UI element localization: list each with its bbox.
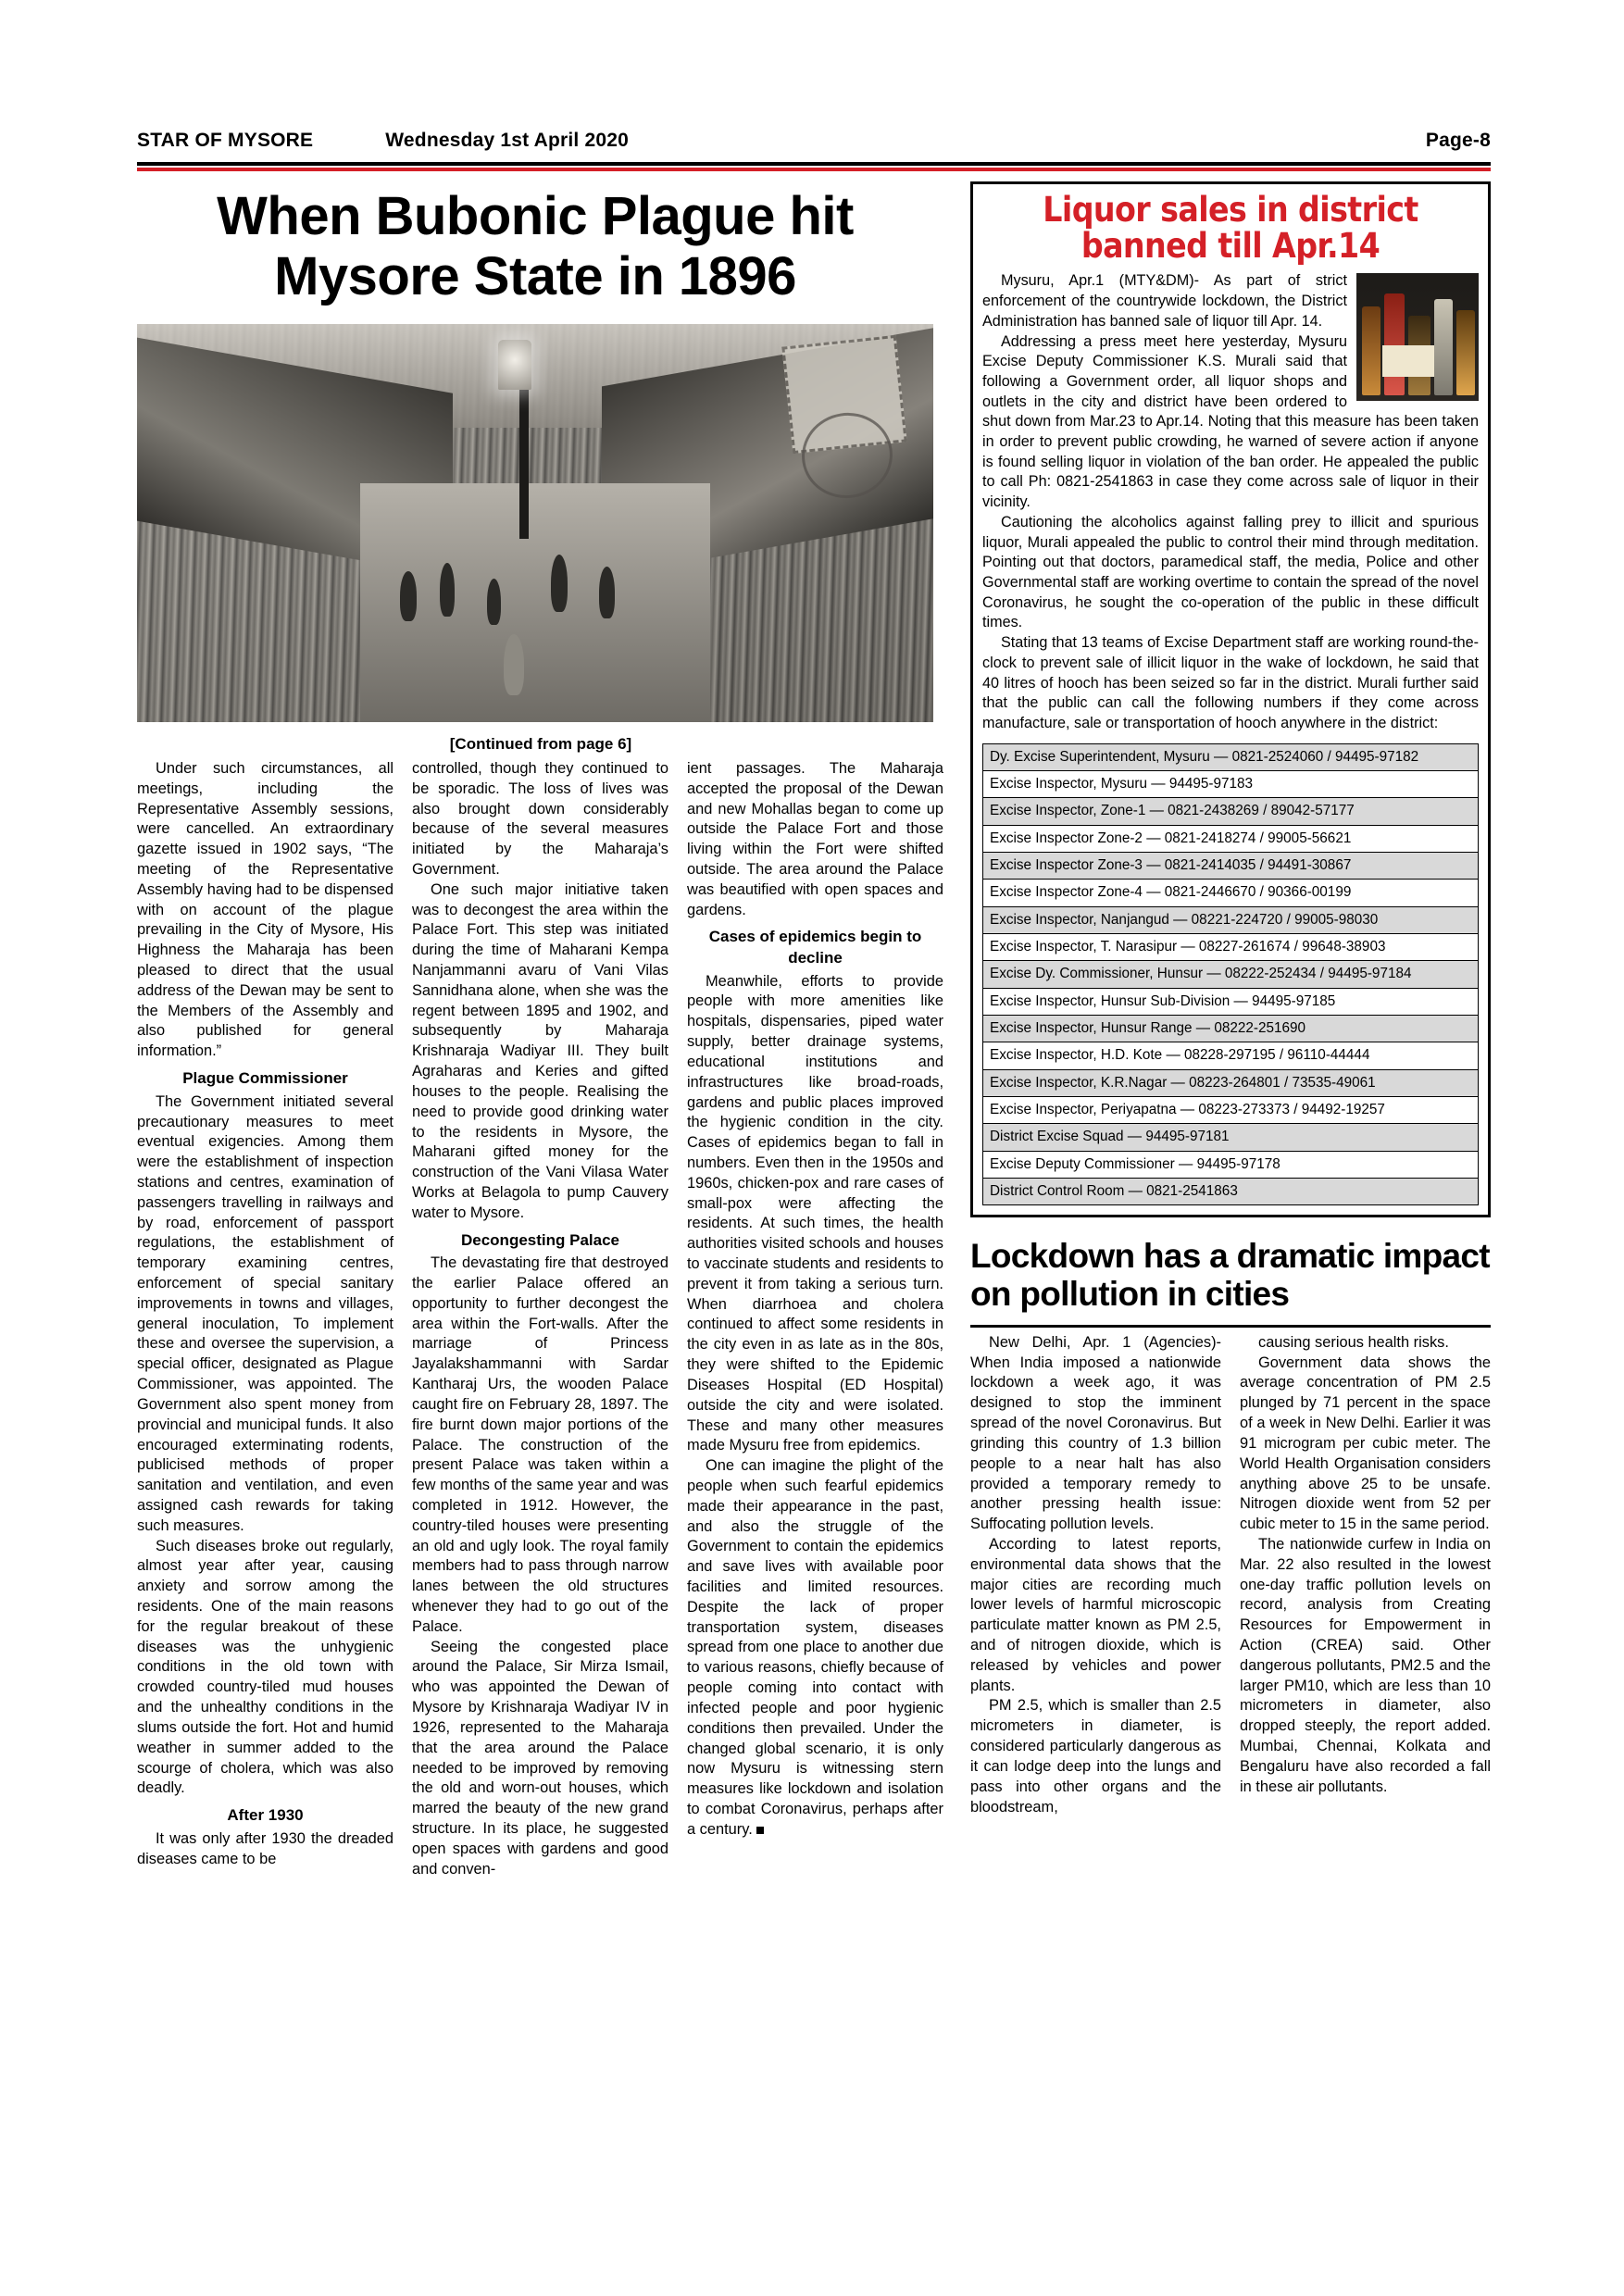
masthead-rule-black [137,162,1491,166]
paragraph: Cautioning the alcoholics against falling prey to illicit and spurious liquor, Murali appealed the public to control their mind through meditation. Pointing out that doctors, paramedical staff, the media, Police and other Governmental staff are working overtime to contain the spread of the novel Coronavirus, he sought the co-operation of the public in these difficult times. [982,513,1479,631]
subhead-plague-commissioner: Plague Commissioner [182,1069,348,1088]
table-row [983,1124,1479,1151]
contact-entry: Excise Inspector Zone-2 — 0821-2418274 / 99005-56621 [983,825,1479,852]
paragraph: ient passages. The Maharaja accepted the proposal of the Dewan and new Mohallas began to come up outside the Palace Fort and those living within the Fort were shifted outside. The area around the Palace was beautified with open spaces and gardens. [687,759,943,918]
pollution-columns [970,1333,1491,1818]
right-rail [970,181,1491,1817]
pollution-column-1 [970,1333,1221,1818]
subhead-decongesting-palace: Decongesting Palace [460,1230,619,1249]
table-row [983,988,1479,1015]
paper-name: STAR OF MYSORE [137,130,314,151]
masthead [137,130,1491,152]
contact-entry: Dy. Excise Superintendent, Mysuru — 0821-2524060 / 94495-97182 [983,743,1479,770]
main-headline: When Bubonic Plague hit Mysore State in 1896 [217,186,854,306]
table-row [983,880,1479,906]
contact-entry: Excise Inspector, Zone-1 — 0821-2438269 / 89042-57177 [983,798,1479,825]
contact-entry: District Control Room — 0821-2541863 [983,1179,1479,1205]
main-article [137,181,944,1879]
table-row [983,1179,1479,1205]
paragraph: Seeing the congested place around the Palace, Sir Mirza Ismail, who was appointed the Dewan of Mysore by Krishnaraja Wadiyar IV in 1926, represented to the Maharaja that the area around the Palace needed to be improved by removing the old and worn-out houses, which marred the beauty of the new grand structure. In its place, he suggested open spaces with gardens and good and conven- [412,1638,668,1878]
paragraph: PM 2.5, which is smaller than 2.5 micrometers in diameter, is considered particularly dangerous as it can lodge deep into the lungs and pass into other organs and the bloodstream, [970,1697,1221,1816]
table-row [983,743,1479,770]
article-column-2 [412,759,668,1879]
paragraph: The Government initiated several precautionary measures to meet eventual exigencies. Among them were the establishment of inspection stations and centres, examination of passengers travelling in railways and by road, enforcement of passport regulations, the establishment of temporary examining centres, enforcement of special sanitary improvements in towns and villages, general inoculation, To implement these and oversee the supervision, a special officer, designated as Plague Commissioner, was appointed. The Government also spent money from provincial and municipal funds. It also encouraged exterminating rodents, publicised methods of proper sanitation and ventilation, and even assigned cash rewards for taking such measures. [137,1092,394,1534]
paragraph: Under such circumstances, all meetings, including the Representative Assembly sessions, were cancelled. An extraordinary gazette issued in 1902 says, “The meeting of the Representative Assembly having had to be dispensed with on account of the plague prevailing in the City of Mysore, His Highness the Maharaja has been pleased to direct that the usual address of the Dewan may be sent to the Members of the Assembly and also published for general information.” [137,759,394,1060]
paragraph: It was only after 1930 the dreaded diseases came to be [137,1829,394,1867]
paragraph: controlled, though they continued to be sporadic. The loss of lives was also brought down considerably because of the several measures initiated by the Maharaja’s Government. [412,759,668,878]
table-row [983,1151,1479,1178]
paragraph: New Delhi, Apr. 1 (Agencies)- When India imposed a nationwide lockdown a week ago, it was designed to stop the imminent spread of the novel Coronavirus. But grinding this country of 1.3 billion people to a near halt has also provided a temporary remedy to another pressing health issue: Suffocating pollution levels. [970,1333,1221,1533]
archive-photo [137,324,933,722]
paragraph: According to latest reports, environmental data shows that the major cities are recording much lower levels of harmful microscopic particulate matter known as PM 2.5, and of nitrogen dioxide, which is released by vehicles and power plants. [970,1535,1221,1694]
contact-entry: Excise Inspector, Nanjangud — 08221-224720 / 99005-98030 [983,906,1479,933]
contact-entry: Excise Inspector, Mysuru — 94495-97183 [983,770,1479,797]
table-row [983,770,1479,797]
paragraph: Stating that 13 teams of Excise Department staff are working round-the-clock to prevent sale of illicit liquor in the wake of lockdown, he said that 40 litres of hooch has been seized so far in the district. Murali further said that the public can call the following numbers if they come across manufacture, sale or transportation of hooch anywhere in the district: [982,634,1479,731]
table-row [983,1097,1479,1124]
issue-date: Wednesday 1st April 2020 [385,130,630,151]
contact-entry: Excise Inspector, Hunsur Sub-Division — 94495-97185 [983,988,1479,1015]
contact-entry: Excise Inspector, K.R.Nagar — 08223-264801 / 73535-49061 [983,1069,1479,1096]
liquor-bottles-photo [1356,273,1479,401]
table-row [983,1042,1479,1069]
contact-entry: Excise Dy. Commissioner, Hunsur — 08222-252434 / 94495-97184 [983,961,1479,988]
main-article-columns [137,759,944,1879]
paragraph: The nationwide curfew in India on Mar. 22 also resulted in the lowest one-day traffic pollution levels on record, analysis from Creating Resources for Empowerment in Action (CREA) said. Other dangerous pollutants, PM2.5 and the larger PM10, which are less than 10 micrometers in diameter, also dropped steeply, the report added. Mumbai, Chennai, Kolkata and Bengaluru have also recorded a fall in these air pollutants. [1240,1535,1491,1795]
contact-entry: Excise Inspector, T. Narasipur — 08227-261674 / 99648-38903 [983,934,1479,961]
contact-entry: Excise Deputy Commissioner — 94495-97178 [983,1151,1479,1178]
paragraph: Addressing a press meet here yesterday, Mysuru Excise Deputy Commissioner K.S. Murali said that following a Government order, all liquor shops and outlets in the city and district have been ordered to shut down from Mar.23 to Apr.14. Noting that this measure has been taken in order to prevent public crowding, he warned of severe action if anyone is found selling liquor in violation of the ban order. He appealed the public to call Ph: 0821-2541863 in case they come across sale of liquor in their vicinity. [982,332,1479,511]
contact-entry: Excise Inspector Zone-4 — 0821-2446670 / 90366-00199 [983,880,1479,906]
continued-from-label: [Continued from page 6] [449,734,632,753]
paragraph: Mysuru, Apr.1 (MTY&DM)- As part of strict enforcement of the countrywide lockdown, the District Administration has banned sale of liquor till Apr. 14. [982,272,1347,330]
table-row [983,825,1479,852]
subhead-cases-of-epidemics: Cases of epidemics begin to decline [708,928,922,967]
article-column-3 [687,759,943,1879]
paragraph: Such diseases broke out regularly, almost year after year, causing anxiety and sorrow among the residents. One of the main reasons for the regular breakout of these diseases was the unhygienic conditions in the old town with crowded country-tiled mud houses and the unhealthy conditions in the slums outside the fort. Hot and humid weather in summer added to the scourge of cholera, which was also deadly. [137,1537,394,1797]
paragraph: Meanwhile, efforts to provide people with more amenities like hospitals, dispensaries, piped water supply, better drainage systems, educational institutions and infrastructures like broad-roads, gardens and public places improved the hygienic condition in the city. Cases of epidemics began to fall in numbers. Even then in the 1950s and 1960s, chicken-pox and rare cases of small-pox were affecting the residents. At such times, the health authorities visited schools and houses to vaccinate students and residents to prevent it from taking a serious turn. When diarrhoea and cholera continued to affect some residents in the city even in as late as in the 80s, they were shifted to the Epidemic Diseases Hospital (ED Hospital) outside the city and were isolated. These and many other measures made Mysuru free from epidemics. [687,972,943,1454]
contact-entry: Excise Inspector Zone-3 — 0821-2414035 / 94491-30867 [983,852,1479,879]
contact-entry: Excise Inspector, Hunsur Range — 08222-251690 [983,1016,1479,1042]
pollution-column-2 [1240,1333,1491,1818]
pollution-headline: Lockdown has a dramatic impact on pollution in cities [970,1237,1490,1314]
table-row [983,934,1479,961]
pollution-rule [970,1325,1491,1328]
table-row [983,798,1479,825]
excise-contacts-table [982,743,1479,1206]
contact-entry: Excise Inspector, Periyapatna — 08223-273373 / 94492-19257 [983,1097,1479,1124]
masthead-rule-red [137,168,1491,171]
paragraph: causing serious health risks. [1258,1333,1449,1351]
subhead-after-1930: After 1930 [227,1806,304,1825]
article-column-1 [137,759,394,1879]
table-row [983,906,1479,933]
liquor-article [970,181,1491,1217]
paragraph: The devastating fire that destroyed the earlier Palace offered an opportunity to further decongest the area within the Fort-walls. After the marriage of Princess Jayalakshammanni with Sardar Kantharaj Urs, the wooden Palace caught fire on February 28, 1897. The fire burnt down major portions of the Palace. The construction of the present Palace was taken within a few months of the same year and was completed in 1912. However, the country-tiled houses were presenting an old and ugly look. The royal family members had to pass through narrow lanes between the old structures whenever they had to go out of the Palace. [412,1254,668,1635]
paragraph: One can imagine the plight of the people when such fearful epidemics made their appearance in the past, and also the struggle of the Government to contain the epidemics and save lives with available poor facilities and limited resources. Despite the lack of proper transportation system, diseases spread from one place to another due to various reasons, chiefly because of people coming into contact with infected people and poor hygienic conditions then prevailed. Under the changed global scenario, it is only now Mysuru is witnessing stern measures like lockdown and isolation to combat Coronavirus, perhaps after a century. [687,1456,943,1840]
paragraph: Government data shows the average concentration of PM 2.5 plunged by 71 percent in the space of a week in New Delhi. Earlier it was 91 microgram per cubic meter. The World Health Organisation considers anything above 25 to be unsafe. Nitrogen dioxide went from 52 per cubic meter to 15 in the same period. [1240,1354,1491,1533]
liquor-body [982,271,1479,733]
table-row [983,852,1479,879]
contact-entry: Excise Inspector, H.D. Kote — 08228-297195 / 96110-44444 [983,1042,1479,1069]
table-row [983,1016,1479,1042]
contact-entry: District Excise Squad — 94495-97181 [983,1124,1479,1151]
liquor-headline: Liquor sales in district banned till Apr.14 [1043,190,1418,267]
page-number: Page-8 [1425,130,1491,151]
paragraph: One such major initiative taken was to decongest the area within the Palace Fort. This step was initiated during the time of Maharani Kempa Nanjammanni avaru of Vani Vilas Sannidhana alone, when she was the regent between 1895 and 1902, and subsequently by Maharaja Krishnaraja Wadiyar III. They built Agraharas and Keries and gifted houses to the people. Realising the need to provide good drinking water to the residents in Mysore, the Maharani gifted money for the construction of the Vani Vilasa Water Works at Belagola to pump Cauvery water to Mysore. [412,880,668,1221]
table-row [983,1069,1479,1096]
table-row [983,961,1479,988]
